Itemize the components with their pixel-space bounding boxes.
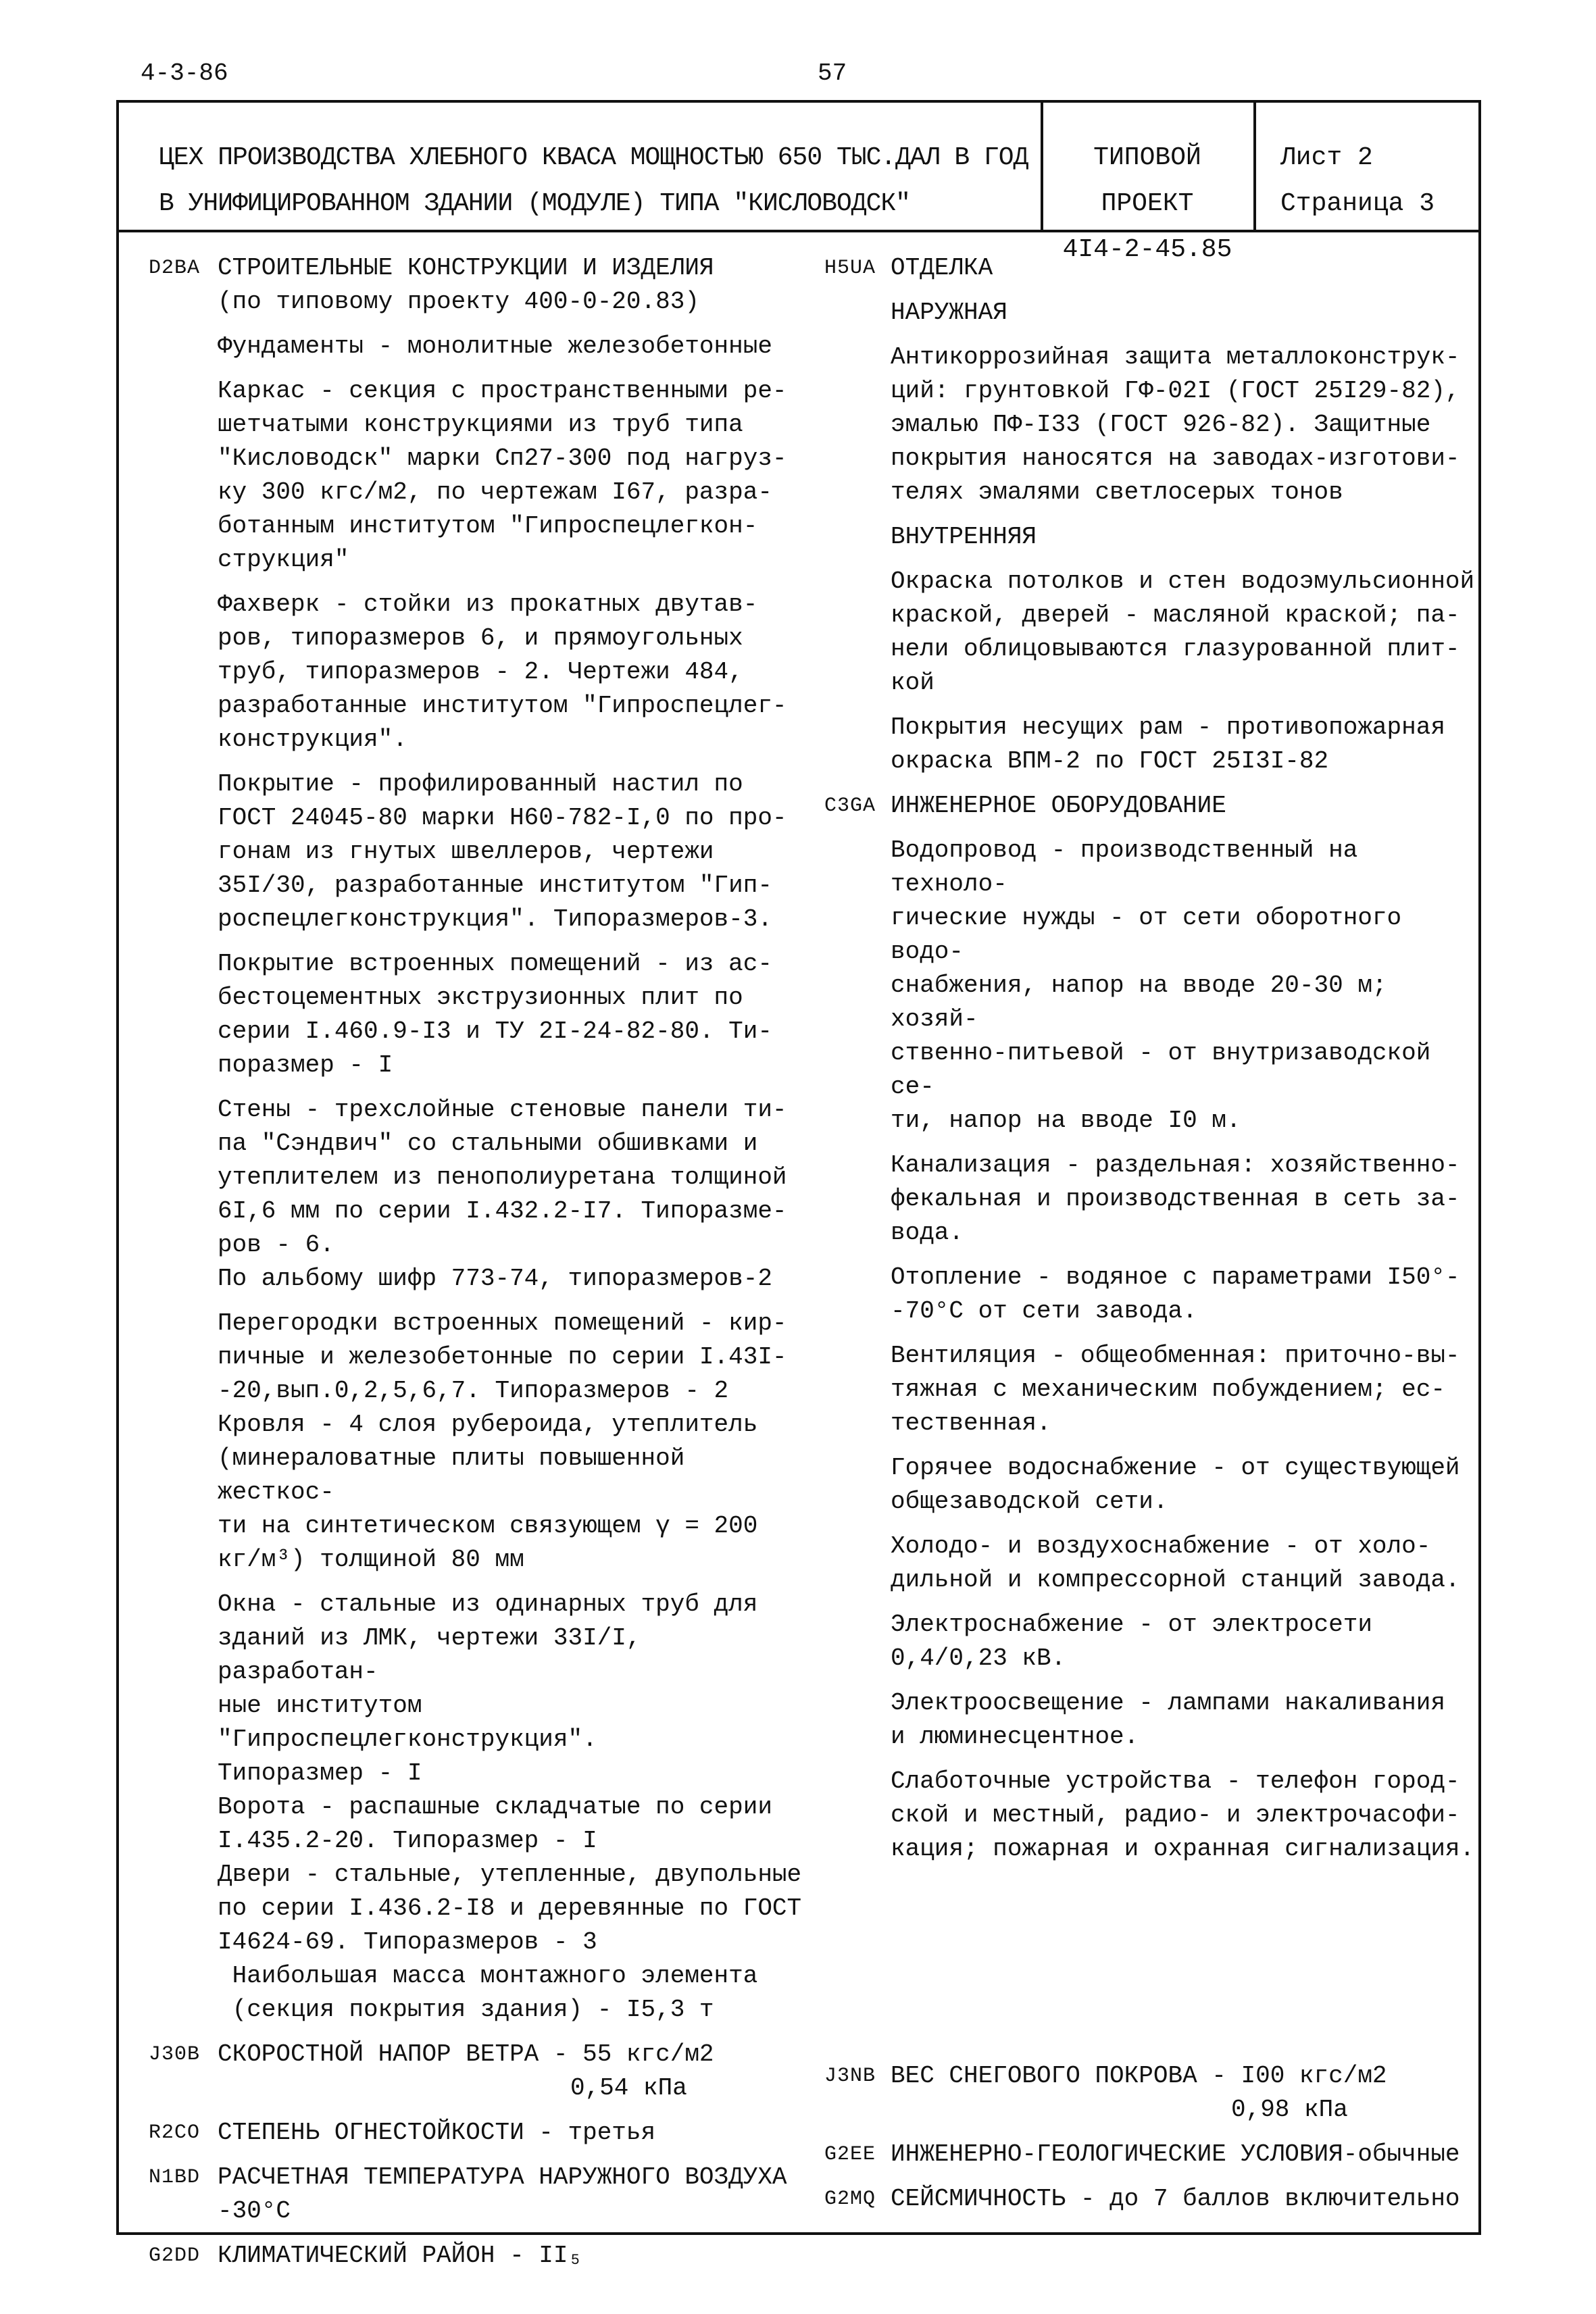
paragraph: Электроосвещение - лампами накаливания и люминесцентное.	[891, 1689, 1445, 1751]
section-code: R2CO	[149, 2121, 201, 2144]
document-title: ЦЕХ ПРОИЗВОДСТВА ХЛЕБНОГО КВАСА МОЩНОСТЬЮ 650 ТЫС.ДАЛ В ГОД В УНИФИЦИРОВАННОМ ЗДАНИИ (МОДУЛЕ) ТИПА "КИСЛОВОДСК"	[159, 143, 1028, 218]
section-fire	[149, 2116, 805, 2150]
section-text: РАСЧЕТНАЯ ТЕМПЕРАТУРА НАРУЖНОГО ВОЗДУХА -30°С	[218, 2163, 787, 2225]
section-value: 0,54 кПа	[570, 2074, 687, 2102]
section-wind	[149, 2038, 805, 2105]
paragraph: Канализация - раздельная: хозяйственно- фекальная и производственная в сеть за- вода.	[891, 1151, 1460, 1247]
paragraph: Стены - трехслойные стеновые панели ти- па "Сэндвич" со стальными обшивками и утеплителем из пенополиуретана толщиной 6I,6 мм по серии I.432.2-I7. Типоразме- ров - 6. По альбому шифр 773-74, типоразмеров-2	[218, 1096, 787, 1292]
header-divider	[116, 230, 1481, 232]
section-text: СЕЙСМИЧНОСТЬ - до 7 баллов включительно	[891, 2185, 1460, 2213]
document-code: 4-3-86	[141, 59, 228, 87]
section-seismic	[824, 2182, 1478, 2216]
section-engineering	[824, 789, 1478, 823]
project-number: 4I4-2-45.85	[1062, 235, 1232, 264]
section-value: 0,98 кПа	[1231, 2096, 1348, 2123]
section-temperature	[149, 2161, 805, 2228]
paragraph: Горячее водоснабжение - от существующей общезаводской сети.	[891, 1454, 1460, 1515]
paragraph: Покрытие встроенных помещений - из ас- бестоцементных экструзионных плит по серии I.460.9-I3 и ТУ 2I-24-82-80. Ти- поразмер - I	[218, 950, 772, 1079]
paragraph: Электроснабжение - от электросети 0,4/0,23 кВ.	[891, 1611, 1372, 1672]
page-number: 57	[818, 59, 847, 87]
section-text: СТЕПЕНЬ ОГНЕСТОЙКОСТИ - третья	[218, 2119, 656, 2146]
paragraph: Холодо- и воздухоснабжение - от холо- дильной и компрессорной станций завода.	[891, 1532, 1460, 1594]
paragraph: Перегородки встроенных помещений - кир- пичные и железобетонные по серии I.43I- -20,вып.0,2,5,6,7. Типоразмеров - 2 Кровля - 4 слоя рубероида, утеплитель (минераловатные плиты повышенной жесткос- ти на синтетическом связующем γ = 200 кг/м³) толщиной 80 мм	[218, 1309, 787, 1574]
left-column	[149, 251, 805, 2284]
paragraph: Окна - стальные из одинарных труб для зданий из ЛМК, чертежи 33I/I, разработан- ные институтом "Гипроспецлегконструкция". Типоразмер - I Ворота - распашные складчатые по серии I.435.2-20. Типоразмер - I Двери - стальные, утепленные, двупольные по серии I.436.2-I8 и деревянные по ГОСТ I4624-69. Типоразмеров - 3 Наибольшая масса монтажного элемента (секция покрытия здания) - I5,3 т	[218, 1590, 802, 2023]
section-code: C3GA	[824, 795, 876, 818]
paragraph: Окраска потолков и стен водоэмульсионной краской, дверей - масляной краской; па- нели облицовываются глазурованной плит- кой	[891, 568, 1475, 697]
subheading: ВНУТРЕННЯЯ	[891, 523, 1037, 551]
spacer	[891, 1877, 1478, 2059]
paragraph: Покрытия несущих рам - противопожарная окраска ВПМ-2 по ГОСТ 25I3I-82	[891, 713, 1445, 775]
section-geology	[824, 2138, 1478, 2171]
sheet-block	[1280, 135, 1476, 227]
section-text: ИНЖЕНЕРНО-ГЕОЛОГИЧЕСКИЕ УСЛОВИЯ-обычные	[891, 2140, 1460, 2168]
page-label: Страница 3	[1280, 189, 1435, 218]
right-column	[824, 251, 1478, 2227]
project-label: ТИПОВОЙ ПРОЕКТ	[1093, 143, 1201, 218]
section-code: G2EE	[824, 2143, 876, 2166]
paragraph: Покрытие - профилированный настил по ГОСТ 24045-80 марки Н60-782-I,0 по про- гонам из гнутых швеллеров, чертежи 35I/30, разработанные институтом "Гип- роспецлегконструкция". Типоразмеров-3.	[218, 770, 787, 933]
section-title: ИНЖЕНЕРНОЕ ОБОРУДОВАНИЕ	[891, 792, 1226, 820]
paragraph: Фахверк - стойки из прокатных двутав- ров, типоразмеров 6, и прямоугольных труб, типоразмеров - 2. Чертежи 484, разработанные институтом "Гипроспецлег- конструкция".	[218, 590, 787, 753]
header-column-divider	[1253, 100, 1256, 231]
section-code: H5UA	[824, 257, 876, 280]
section-code: D2BA	[149, 257, 201, 280]
section-title: ОТДЕЛКА	[891, 254, 993, 282]
section-climate	[149, 2239, 805, 2273]
section-text: ВЕС СНЕГОВОГО ПОКРОВА - I00 кгс/м2	[891, 2062, 1387, 2090]
section-code: N1BD	[149, 2166, 201, 2189]
section-finishing	[824, 251, 1478, 285]
paragraph: Каркас - секция с пространственными ре- шетчатыми конструкциями из труб типа "Кисловодск" марки Сп27-300 под нагруз- ку 300 кгс/м2, по чертежам I67, разра- ботанным институтом "Гипроспецлегкон- струкция"	[218, 377, 787, 574]
paragraph: Водопровод - производственный на техноло- гические нужды - от сети оборотного водо- снабжения, напор на вводе 20-30 м; хозяй- ственно-питьевой - от внутризаводской се- ти, напор на вводе I0 м.	[891, 836, 1431, 1134]
sheet-label: Лист 2	[1280, 143, 1373, 172]
section-code: J30B	[149, 2043, 201, 2066]
section-text: КЛИМАТИЧЕСКИЙ РАЙОН - II₅	[218, 2242, 583, 2269]
paragraph: Антикоррозийная защита металлоконструк- ций: грунтовкой ГФ-02I (ГОСТ 25I29-82), эмалью ПФ-I33 (ГОСТ 926-82). Защитные покрытия наносятся на заводах-изготови- телях эмалями светлосерых тонов	[891, 343, 1460, 506]
section-text: СКОРОСТНОЙ НАПОР ВЕТРА - 55 кгс/м2	[218, 2040, 714, 2068]
section-snow	[824, 2059, 1478, 2127]
header-column-divider	[1041, 100, 1043, 231]
paragraph: Вентиляция - общеобменная: приточно-вы- тяжная с механическим побуждением; ес- тественная.	[891, 1342, 1460, 1437]
subheading: НАРУЖНАЯ	[891, 299, 1007, 326]
paragraph: Слаботочные устройства - телефон город- ской и местный, радио- и электрочасофи- кация; пожарная и охранная сигнализация.	[891, 1767, 1475, 1863]
paragraph: Фундаменты - монолитные железобетонные	[218, 332, 772, 360]
section-code: G2MQ	[824, 2188, 876, 2211]
section-code: J3NB	[824, 2065, 876, 2088]
section-construction	[149, 251, 805, 319]
paragraph: Отопление - водяное с параметрами I50°- -70°С от сети завода.	[891, 1263, 1460, 1325]
section-title: СТРОИТЕЛЬНЫЕ КОНСТРУКЦИИ И ИЗДЕЛИЯ (по типовому проекту 400-0-20.83)	[218, 254, 714, 316]
section-code: G2DD	[149, 2244, 201, 2267]
